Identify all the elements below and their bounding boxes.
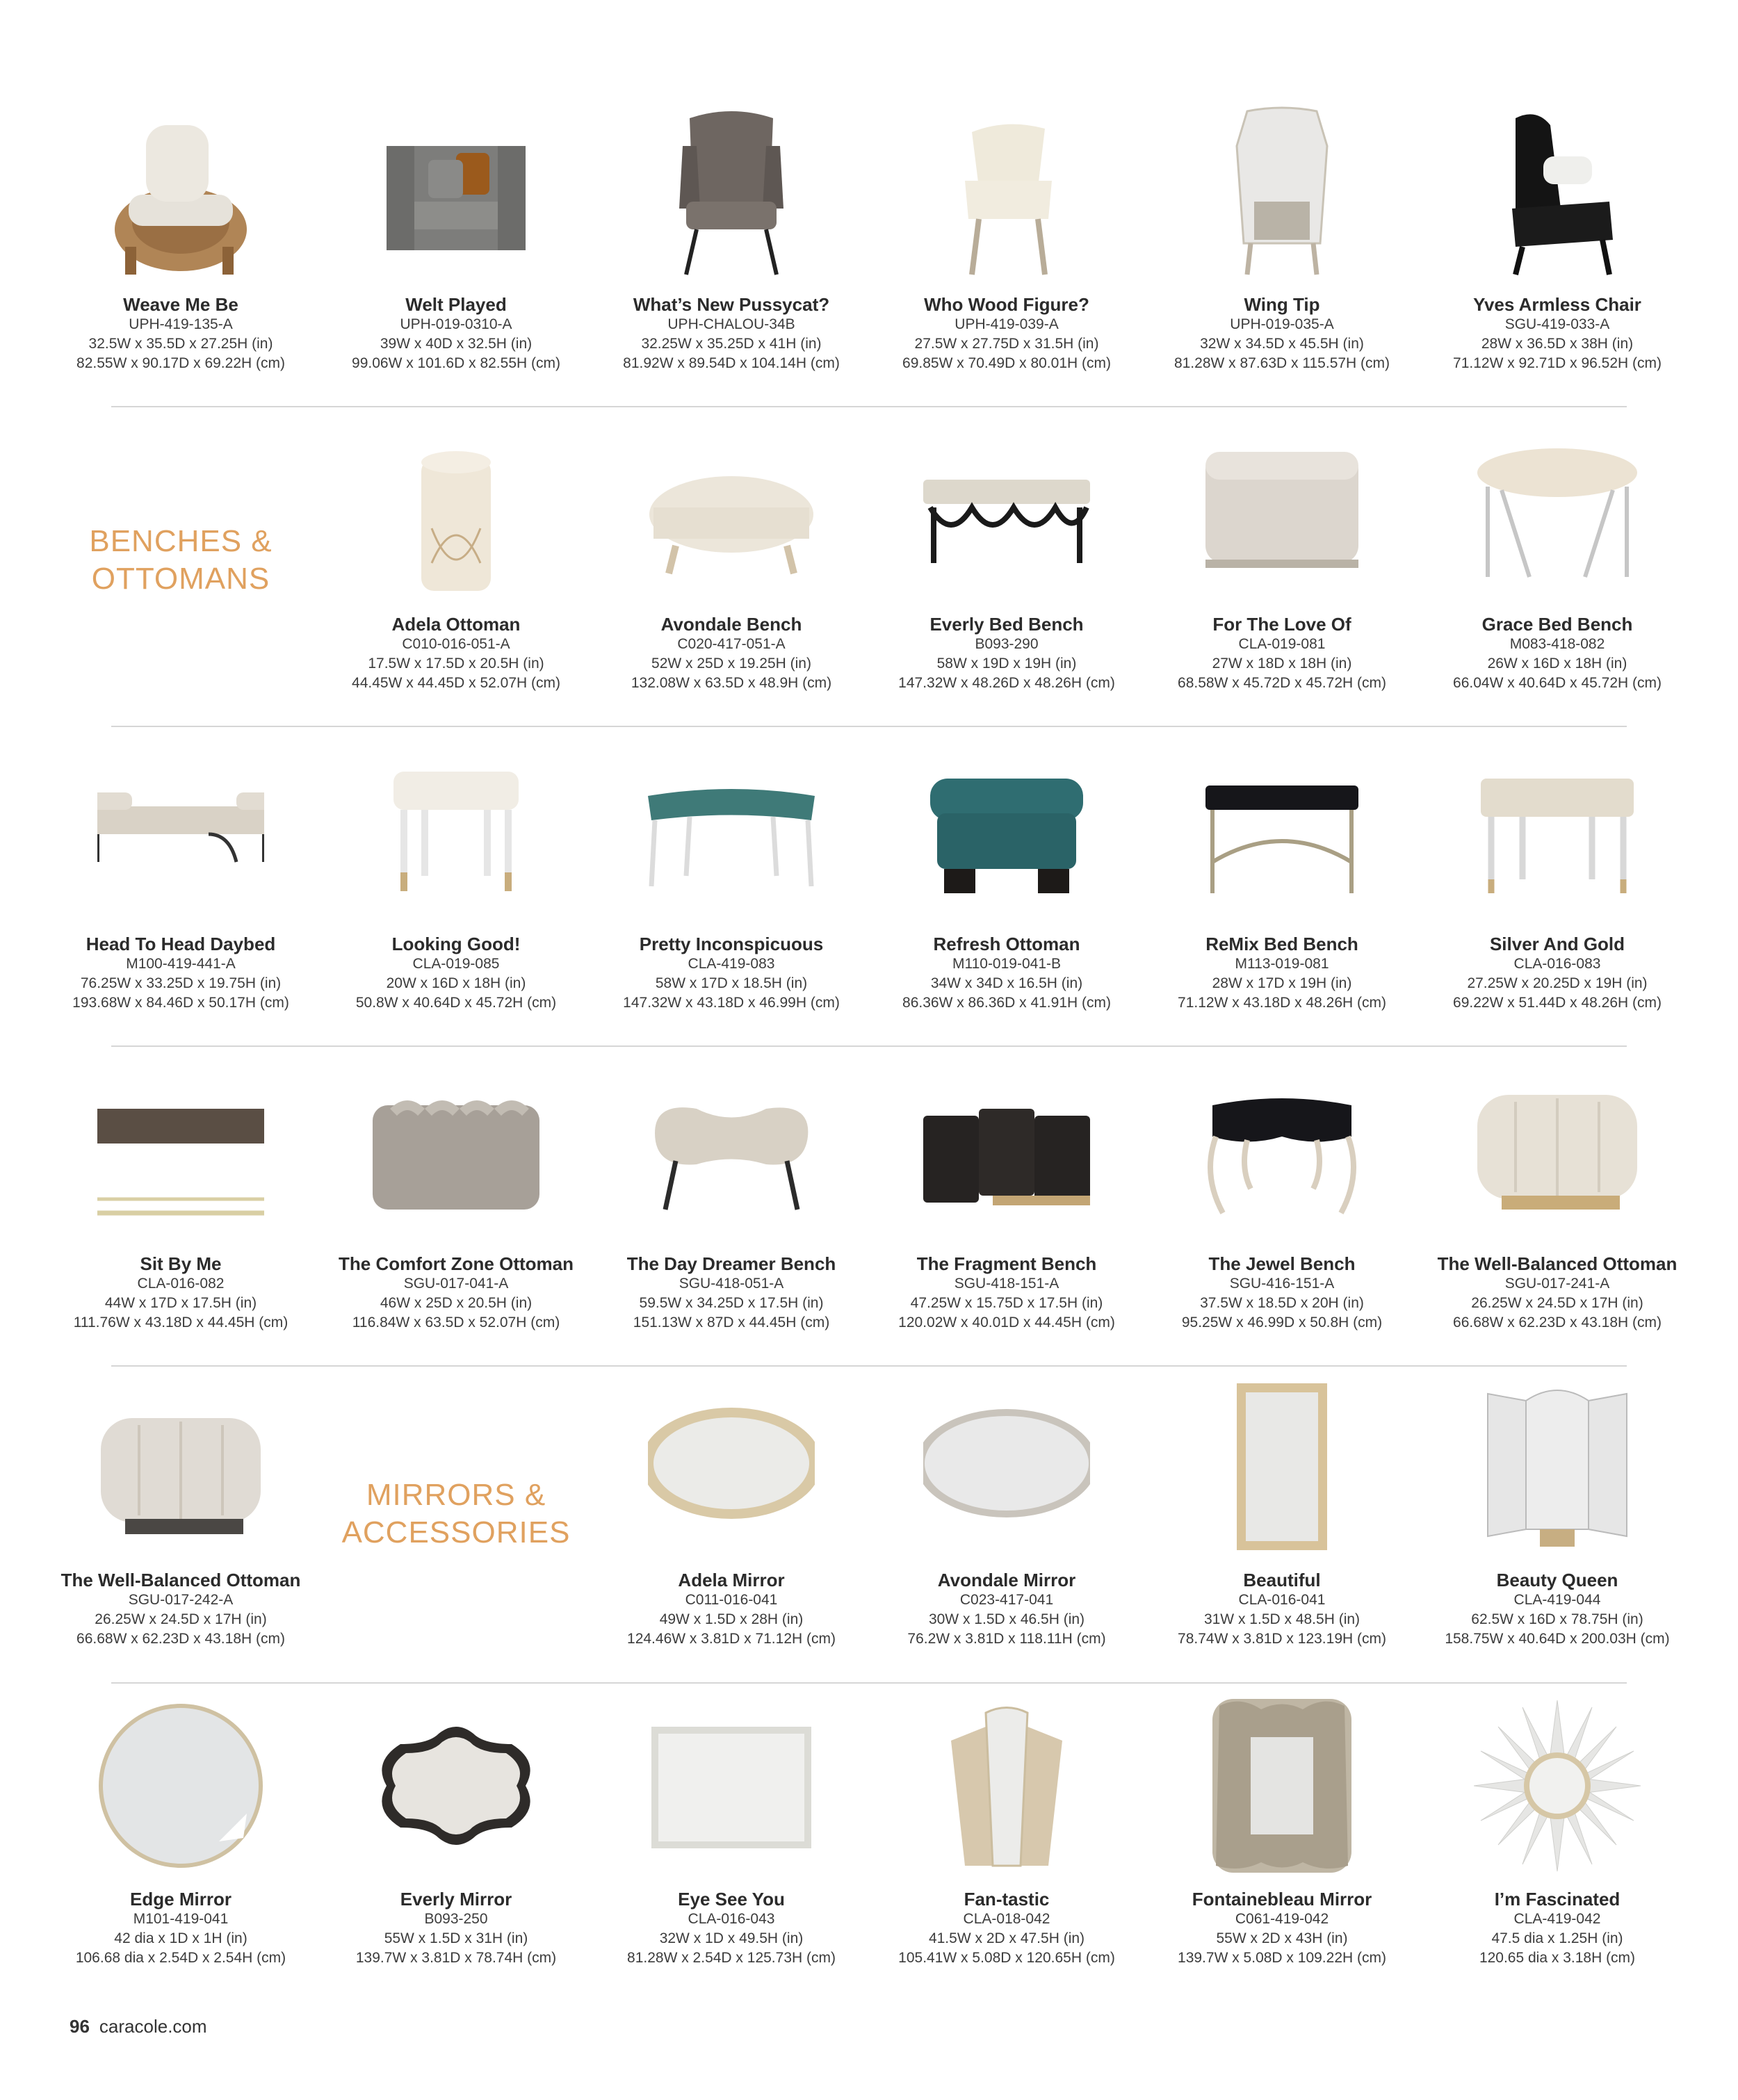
product-dimensions-cm: 78.74W x 3.81D x 123.19H (cm) [1178, 1631, 1386, 1647]
whats-new-pussycat-image [648, 104, 815, 278]
product-card [1144, 744, 1420, 1022]
product-code: SGU-418-151-A [954, 1276, 1059, 1292]
product-card [318, 104, 594, 382]
the-comfort-zone-ottoman-image [373, 1064, 539, 1237]
product-code: UPH-CHALOU-34B [667, 316, 795, 332]
product-code: C010-016-051-A [402, 636, 510, 652]
product-dimensions-cm: 95.25W x 46.99D x 50.8H (cm) [1181, 1314, 1383, 1330]
product-card [1144, 104, 1420, 382]
product-name: The Fragment Bench [916, 1253, 1097, 1274]
product-code: UPH-019-0310-A [400, 316, 512, 332]
product-code: CLA-019-085 [412, 956, 500, 972]
product-card [1144, 1380, 1420, 1658]
the-jewel-bench-image [1199, 1064, 1365, 1237]
product-name: Everly Bed Bench [929, 614, 1084, 635]
product-name: Yves Armless Chair [1473, 294, 1641, 315]
avondale-bench-image [648, 424, 815, 598]
product-row-benches-3 [43, 1064, 1695, 1342]
product-code: CLA-019-081 [1238, 636, 1326, 652]
product-card [869, 104, 1144, 382]
refresh-ottoman-image [923, 744, 1090, 918]
product-row-mirrors-2 [43, 1699, 1695, 1977]
product-dimensions-cm: 81.92W x 89.54D x 104.14H (cm) [623, 355, 840, 371]
product-card [869, 1380, 1144, 1658]
product-dimensions-cm: 151.13W x 87D x 44.45H (cm) [633, 1314, 830, 1330]
product-dimensions-cm: 124.46W x 3.81D x 71.12H (cm) [627, 1631, 836, 1647]
product-row-mirrors [43, 1380, 1695, 1658]
product-dimensions-in: 30W x 1.5D x 46.5H (in) [928, 1611, 1085, 1627]
product-name: The Well-Balanced Ottoman [60, 1570, 301, 1590]
product-card [1420, 104, 1695, 382]
product-dimensions-in: 58W x 17D x 18.5H (in) [655, 975, 808, 991]
product-name: Who Wood Figure? [924, 294, 1089, 315]
product-card [594, 744, 869, 1022]
product-dimensions-cm: 111.76W x 43.18D x 44.45H (cm) [73, 1314, 289, 1330]
product-code: SGU-419-033-A [1504, 316, 1610, 332]
product-code: SGU-017-041-A [403, 1276, 509, 1292]
product-card [318, 424, 594, 702]
product-card [1144, 1699, 1420, 1977]
product-dimensions-cm: 99.06W x 101.6D x 82.55H (cm) [352, 355, 560, 371]
product-card [1420, 424, 1695, 702]
product-card [594, 424, 869, 702]
heading-line: BENCHES & [89, 524, 273, 558]
product-card [43, 744, 318, 1022]
product-row-chairs [43, 104, 1695, 382]
product-card [318, 1064, 594, 1342]
product-name: Avondale Mirror [937, 1570, 1076, 1590]
product-dimensions-in: 39W x 40D x 32.5H (in) [380, 336, 533, 352]
product-dimensions-in: 17.5W x 17.5D x 20.5H (in) [368, 656, 544, 671]
product-dimensions-cm: 86.36W x 86.36D x 41.91H (cm) [902, 995, 1111, 1011]
product-name: Weave Me Be [123, 294, 238, 315]
product-dimensions-cm: 66.68W x 62.23D x 43.18H (cm) [76, 1631, 285, 1647]
product-dimensions-cm: 66.68W x 62.23D x 43.18H (cm) [1453, 1314, 1662, 1330]
product-code: UPH-419-135-A [129, 316, 233, 332]
product-dimensions-cm: 82.55W x 90.17D x 69.22H (cm) [76, 355, 285, 371]
everly-bed-bench-image [923, 424, 1090, 598]
row-divider [111, 1045, 1627, 1047]
product-code: CLA-016-083 [1513, 956, 1601, 972]
eye-see-you-image [648, 1699, 815, 1873]
product-dimensions-cm: 120.02W x 40.01D x 44.45H (cm) [898, 1314, 1115, 1330]
product-dimensions-in: 34W x 34D x 16.5H (in) [930, 975, 1083, 991]
product-code: CLA-016-041 [1238, 1592, 1326, 1608]
product-name: What’s New Pussycat? [633, 294, 830, 315]
product-dimensions-in: 32.5W x 35.5D x 27.25H (in) [88, 336, 273, 352]
product-dimensions-in: 49W x 1.5D x 28H (in) [659, 1611, 804, 1627]
product-dimensions-in: 26W x 16D x 18H (in) [1487, 656, 1627, 671]
product-dimensions-cm: 44.45W x 44.45D x 52.07H (cm) [352, 675, 560, 691]
pretty-inconspicuous-image [648, 744, 815, 918]
product-card [43, 104, 318, 382]
product-name: The Day Dreamer Bench [626, 1253, 836, 1274]
product-code: CLA-016-082 [137, 1276, 225, 1292]
product-dimensions-in: 58W x 19D x 19H (in) [936, 656, 1077, 671]
product-code: C020-417-051-A [677, 636, 786, 652]
product-name: Pretty Inconspicuous [639, 934, 824, 954]
product-card [594, 1699, 869, 1977]
product-card [869, 744, 1144, 1022]
product-name: Adela Mirror [678, 1570, 785, 1590]
product-name: Avondale Bench [660, 614, 802, 635]
the-fragment-bench-image [923, 1064, 1090, 1237]
beautiful-image [1199, 1380, 1365, 1554]
fan-tastic-image [923, 1699, 1090, 1873]
product-dimensions-cm: 147.32W x 43.18D x 46.99H (cm) [623, 995, 840, 1011]
product-card [1144, 1064, 1420, 1342]
website-link[interactable]: caracole.com [99, 2016, 207, 2037]
product-name: ReMix Bed Bench [1205, 934, 1358, 954]
adela-ottoman-image [373, 424, 539, 598]
product-card [1420, 1380, 1695, 1658]
product-name: Sit By Me [140, 1253, 222, 1274]
product-card [318, 1699, 594, 1977]
product-code: UPH-419-039-A [955, 316, 1059, 332]
product-name: The Jewel Bench [1208, 1253, 1356, 1274]
product-dimensions-cm: 76.2W x 3.81D x 118.11H (cm) [907, 1631, 1106, 1647]
product-dimensions-cm: 116.84W x 63.5D x 52.07H (cm) [352, 1314, 560, 1330]
product-dimensions-in: 32W x 34.5D x 45.5H (in) [1200, 336, 1364, 352]
product-name: Fontainebleau Mirror [1192, 1889, 1372, 1910]
product-card [1144, 424, 1420, 702]
product-name: Edge Mirror [130, 1889, 232, 1910]
heading-line: MIRRORS & [366, 1478, 546, 1512]
for-the-love-of-image [1199, 424, 1365, 598]
product-code: SGU-416-151-A [1229, 1276, 1335, 1292]
product-dimensions-in: 27W x 18D x 18H (in) [1212, 656, 1352, 671]
product-dimensions-cm: 139.7W x 3.81D x 78.74H (cm) [355, 1950, 557, 1966]
everly-mirror-image [373, 1699, 539, 1873]
product-name: Fan-tastic [964, 1889, 1050, 1910]
product-dimensions-cm: 69.85W x 70.49D x 80.01H (cm) [902, 355, 1111, 371]
product-dimensions-in: 55W x 2D x 43H (in) [1216, 1930, 1348, 1946]
product-code: C061-419-042 [1235, 1911, 1329, 1927]
product-code: CLA-419-044 [1513, 1592, 1601, 1608]
row-divider [111, 1365, 1627, 1367]
product-dimensions-cm: 69.22W x 51.44D x 48.26H (cm) [1453, 995, 1662, 1011]
product-card [43, 1380, 318, 1658]
product-dimensions-cm: 71.12W x 43.18D x 48.26H (cm) [1178, 995, 1386, 1011]
product-card [869, 1064, 1144, 1342]
heading-line: ACCESSORIES [341, 1515, 571, 1549]
product-dimensions-cm: 158.75W x 40.64D x 200.03H (cm) [1445, 1631, 1670, 1647]
product-card [43, 1699, 318, 1977]
who-wood-figure-image [923, 104, 1090, 278]
product-row-benches [43, 424, 1695, 702]
product-dimensions-in: 32W x 1D x 49.5H (in) [659, 1930, 804, 1946]
product-name: I’m Fascinated [1494, 1889, 1621, 1910]
the-well-balanced-ottoman-image [1474, 1064, 1641, 1237]
product-code: B093-290 [975, 636, 1039, 652]
product-card [594, 1380, 869, 1658]
product-name: Adela Ottoman [391, 614, 521, 635]
product-dimensions-in: 42 dia x 1D x 1H (in) [114, 1930, 247, 1946]
product-name: Head To Head Daybed [86, 934, 276, 954]
product-dimensions-cm: 81.28W x 2.54D x 125.73H (cm) [627, 1950, 836, 1966]
product-name: Looking Good! [391, 934, 521, 954]
product-dimensions-in: 37.5W x 18.5D x 20H (in) [1200, 1295, 1364, 1311]
product-code: M113-019-081 [1235, 956, 1329, 972]
product-dimensions-in: 52W x 25D x 19.25H (in) [651, 656, 811, 671]
weave-me-be-image [97, 104, 264, 278]
product-code: C011-016-041 [685, 1592, 778, 1608]
product-name: Wing Tip [1244, 294, 1320, 315]
avondale-mirror-image [923, 1380, 1090, 1554]
product-name: The Comfort Zone Ottoman [339, 1253, 574, 1274]
product-card [1420, 744, 1695, 1022]
product-code: M100-419-441-A [126, 956, 236, 972]
product-dimensions-in: 47.5 dia x 1.25H (in) [1491, 1930, 1623, 1946]
product-code: UPH-019-035-A [1230, 316, 1334, 332]
product-name: Eye See You [678, 1889, 785, 1910]
im-fascinated-image [1474, 1699, 1641, 1873]
product-dimensions-in: 59.5W x 34.25D x 17.5H (in) [639, 1295, 824, 1311]
product-card [1420, 1699, 1695, 1977]
product-code: CLA-018-042 [963, 1911, 1050, 1927]
edge-mirror-image [97, 1699, 264, 1873]
product-card [43, 1064, 318, 1342]
wing-tip-image [1199, 104, 1365, 278]
product-card [869, 1699, 1144, 1977]
product-dimensions-cm: 106.68 dia x 2.54D x 2.54H (cm) [75, 1950, 286, 1966]
product-dimensions-in: 31W x 1.5D x 48.5H (in) [1203, 1611, 1361, 1627]
product-name: Beautiful [1243, 1570, 1321, 1590]
product-code: CLA-419-083 [688, 956, 775, 972]
grace-bed-bench-image [1474, 424, 1641, 598]
product-code: SGU-017-241-A [1504, 1276, 1610, 1292]
product-dimensions-in: 55W x 1.5D x 31H (in) [384, 1930, 528, 1946]
product-dimensions-cm: 120.65 dia x 3.18H (cm) [1479, 1950, 1636, 1966]
product-code: SGU-418-051-A [679, 1276, 784, 1292]
welt-played-image [373, 104, 539, 278]
product-code: CLA-016-043 [688, 1911, 775, 1927]
fontainebleau-mirror-image [1199, 1699, 1365, 1873]
page-number: 96 [70, 2016, 90, 2037]
product-code: M083-418-082 [1509, 636, 1605, 652]
head-to-head-daybed-image [97, 744, 264, 918]
product-name: For The Love Of [1212, 614, 1351, 635]
product-dimensions-in: 28W x 17D x 19H (in) [1212, 975, 1352, 991]
product-card [869, 424, 1144, 702]
product-dimensions-in: 76.25W x 33.25D x 19.75H (in) [80, 975, 282, 991]
product-name: Beauty Queen [1496, 1570, 1618, 1590]
silver-and-gold-image [1474, 744, 1641, 918]
product-dimensions-cm: 71.12W x 92.71D x 96.52H (cm) [1453, 355, 1662, 371]
the-day-dreamer-bench-image [648, 1064, 815, 1237]
product-dimensions-cm: 81.28W x 87.63D x 115.57H (cm) [1173, 355, 1390, 371]
product-card [318, 744, 594, 1022]
product-dimensions-cm: 139.7W x 5.08D x 109.22H (cm) [1178, 1950, 1386, 1966]
product-dimensions-in: 20W x 16D x 18H (in) [386, 975, 526, 991]
product-dimensions-in: 41.5W x 2D x 47.5H (in) [928, 1930, 1085, 1946]
product-dimensions-in: 26.25W x 24.5D x 17H (in) [1471, 1295, 1643, 1311]
row-divider [111, 1682, 1627, 1684]
product-card [1420, 1064, 1695, 1342]
adela-mirror-image [648, 1380, 815, 1554]
beauty-queen-image [1474, 1380, 1641, 1554]
product-card [594, 104, 869, 382]
product-code: B093-250 [424, 1911, 488, 1927]
product-card [594, 1064, 869, 1342]
product-dimensions-in: 27.25W x 20.25D x 19H (in) [1467, 975, 1648, 991]
product-dimensions-in: 28W x 36.5D x 38H (in) [1481, 336, 1634, 352]
the-well-balanced-ottoman-image [97, 1380, 264, 1554]
product-name: The Well-Balanced Ottoman [1437, 1253, 1678, 1274]
product-dimensions-cm: 105.41W x 5.08D x 120.65H (cm) [898, 1950, 1115, 1966]
product-dimensions-in: 27.5W x 27.75D x 31.5H (in) [914, 336, 1099, 352]
product-code: C023-417-041 [959, 1592, 1054, 1608]
product-code: CLA-419-042 [1513, 1911, 1601, 1927]
product-dimensions-in: 62.5W x 16D x 78.75H (in) [1471, 1611, 1643, 1627]
product-dimensions-in: 47.25W x 15.75D x 17.5H (in) [910, 1295, 1103, 1311]
product-name: Silver And Gold [1489, 934, 1625, 954]
product-code: M101-419-041 [133, 1911, 229, 1927]
row-divider [111, 726, 1627, 727]
product-dimensions-cm: 147.32W x 48.26D x 48.26H (cm) [898, 675, 1115, 691]
product-dimensions-in: 44W x 17D x 17.5H (in) [104, 1295, 257, 1311]
product-dimensions-cm: 66.04W x 40.64D x 45.72H (cm) [1453, 675, 1662, 691]
product-name: Welt Played [405, 294, 507, 315]
remix-bed-bench-image [1199, 744, 1365, 918]
product-name: Refresh Ottoman [933, 934, 1080, 954]
product-dimensions-in: 46W x 25D x 20.5H (in) [380, 1295, 533, 1311]
product-dimensions-cm: 193.68W x 84.46D x 50.17H (cm) [72, 995, 289, 1011]
product-row-benches-2 [43, 744, 1695, 1022]
row-divider [111, 406, 1627, 407]
product-code: SGU-017-242-A [128, 1592, 234, 1608]
product-name: Everly Mirror [400, 1889, 512, 1910]
sit-by-me-image [97, 1064, 264, 1237]
product-dimensions-cm: 132.08W x 63.5D x 48.9H (cm) [631, 675, 832, 691]
product-code: M110-019-041-B [952, 956, 1062, 972]
product-name: Grace Bed Bench [1481, 614, 1633, 635]
product-dimensions-in: 32.25W x 35.25D x 41H (in) [641, 336, 822, 352]
page-footer [70, 2016, 207, 2037]
product-dimensions-cm: 50.8W x 40.64D x 45.72H (cm) [355, 995, 557, 1011]
product-dimensions-in: 26.25W x 24.5D x 17H (in) [95, 1611, 267, 1627]
yves-armless-chair-image [1474, 104, 1641, 278]
looking-good-image [373, 744, 539, 918]
heading-line: OTTOMANS [91, 562, 270, 596]
product-dimensions-cm: 68.58W x 45.72D x 45.72H (cm) [1178, 675, 1386, 691]
